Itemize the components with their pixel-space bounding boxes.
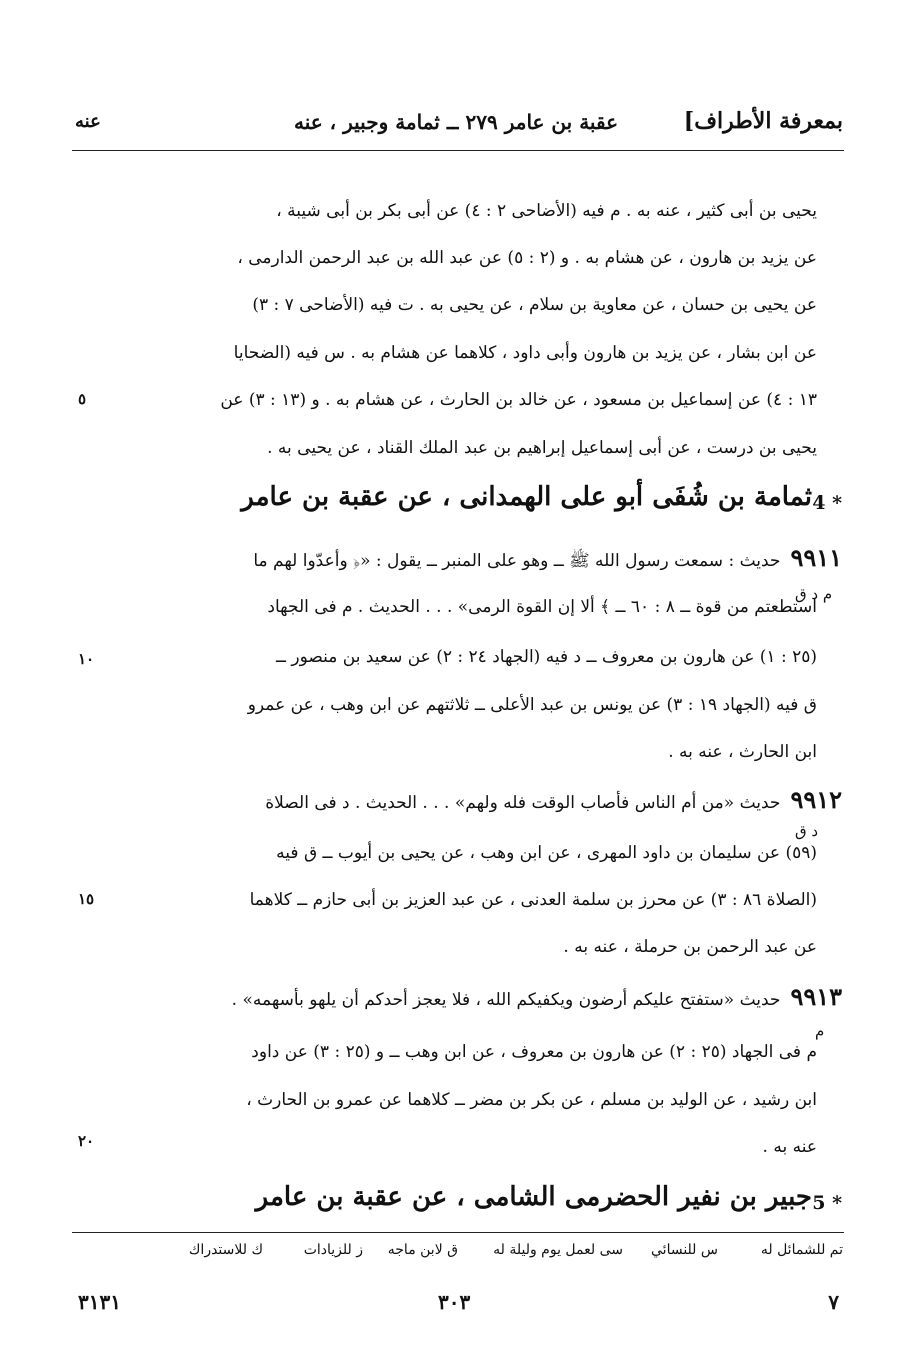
line-number-margin: ١٠ bbox=[78, 650, 95, 668]
section-5-heading: جبير بن نفير الحضرمى الشامى ، عن عقبة بن عامر bbox=[255, 1182, 812, 1212]
section-number bbox=[812, 1192, 842, 1214]
hadith-9911-line-1 bbox=[102, 543, 842, 576]
running-head-section: عقبة بن عامر ٢٧٩ ــ ثمامة وجبير ، عنه bbox=[294, 110, 618, 134]
key-item: ق لابن ماجه bbox=[387, 1242, 458, 1258]
hadith-number: ٩٩١٣ bbox=[790, 982, 842, 1011]
running-head-book-title: بمعرفة الأطراف] bbox=[683, 108, 843, 134]
volume-number: ٧ bbox=[828, 1290, 839, 1314]
hadith-number: ٩٩١١ bbox=[790, 543, 842, 572]
running-head-tail: عنه bbox=[75, 111, 101, 132]
text-line: (٥٩) عن سليمان بن داود المهرى ، عن ابن وهب ، عن يحيى بن أيوب ــ ق فيه bbox=[276, 843, 817, 863]
header-rule bbox=[72, 150, 844, 151]
key-item: سى لعمل يوم وليلة له bbox=[493, 1242, 623, 1258]
section-4-heading: ثمامة بن شُفَى أبو على الهمدانى ، عن عقبة بن عامر bbox=[241, 482, 812, 512]
key-item: ز للزيادات bbox=[303, 1242, 363, 1258]
text-line: م فى الجهاد (٢٥ : ٢) عن هارون بن معروف ، عن ابن وهب ــ و (٢٥ : ٣) عن داود bbox=[251, 1042, 817, 1062]
footer-rule bbox=[72, 1232, 844, 1233]
hadith-text: حديث «ستفتح عليكم أرضون ويكفيكم الله ، فلا يعجز أحدكم أن يلهو بأسهمه» . bbox=[231, 990, 781, 1010]
text-line: يحيى بن أبى كثير ، عنه به . م فيه (الأضاحى ٢ : ٤) عن أبى بكر بن أبى شيبة ، bbox=[276, 201, 817, 221]
line-number-margin: ٢٠ bbox=[78, 1132, 95, 1150]
text-line: عن يزيد بن هارون ، عن هشام به . و (٢ : ٥) عن عبد الله بن عبد الرحمن الدارمى ، bbox=[237, 248, 817, 268]
sigla-margin: م د ق bbox=[795, 585, 833, 603]
running-head bbox=[75, 108, 843, 144]
key-item: تم للشمائل له bbox=[760, 1242, 843, 1258]
text-line: ابن الحارث ، عنه به . bbox=[668, 742, 817, 762]
text-line: ق فيه (الجهاد ١٩ : ٣) عن يونس بن عبد الأعلى ــ ثلاثتهم عن ابن وهب ، عن عمرو bbox=[247, 695, 817, 715]
text-line: يحيى بن درست ، عن أبى إسماعيل إبراهيم بن عبد الملك القناد ، عن يحيى به . bbox=[267, 438, 817, 458]
text-line: عن ابن بشار ، عن يزيد بن هارون وأبى داود ، كلاهما عن هشام به . س فيه (الضحايا bbox=[233, 343, 817, 363]
text-line: (الصلاة ٨٦ : ٣) عن محرز بن سلمة العدنى ، عن عبد العزيز بن أبى حازم ــ كلاهما bbox=[249, 890, 817, 910]
key-item: ك للاستدراك bbox=[188, 1242, 263, 1258]
section-5-number: 5 bbox=[812, 1192, 826, 1214]
section-number bbox=[812, 492, 842, 514]
text-line: استطعتم من قوة ــ ٨ : ٦٠ ــ ﴾ ألا إن القوة الرمى» . . . الحديث . م فى الجهاد bbox=[267, 597, 817, 617]
sigla-margin: م bbox=[815, 1022, 825, 1040]
section-4-number: 4 bbox=[812, 492, 826, 514]
text-line: عن يحيى بن حسان ، عن معاوية بن سلام ، عن يحيى به . ت فيه (الأضاحى ٧ : ٣) bbox=[252, 295, 817, 315]
text-line: ابن رشيد ، عن الوليد بن مسلم ، عن بكر بن مضر ــ كلاهما عن عمرو بن الحارث ، bbox=[246, 1090, 817, 1110]
cumulative-number: ٣١٣١ bbox=[78, 1290, 121, 1314]
line-number-margin: ١٥ bbox=[78, 890, 95, 908]
sigla-margin: د ق bbox=[795, 822, 819, 840]
key-item: س للنسائي bbox=[651, 1242, 718, 1258]
text-line: عن عبد الرحمن بن حرملة ، عنه به . bbox=[563, 937, 817, 957]
hadith-number: ٩٩١٢ bbox=[790, 785, 842, 814]
hadith-text: حديث : سمعت رسول الله ﷺ ــ وهو على المنبر ــ يقول : «﴿ وأعدّوا لهم ما bbox=[253, 551, 781, 571]
hadith-9913-line-1 bbox=[102, 982, 842, 1015]
text-line: عنه به . bbox=[762, 1137, 817, 1157]
star-icon: * bbox=[832, 1192, 842, 1214]
hadith-text: حديث «من أم الناس فأصاب الوقت فله ولهم» . . . الحديث . د فى الصلاة bbox=[265, 793, 781, 813]
hadith-9912-line-1 bbox=[102, 785, 842, 818]
page-number: ٣٠٣ bbox=[438, 1290, 471, 1314]
text-line: ١٣ : ٤) عن إسماعيل بن مسعود ، عن خالد بن الحارث ، عن هشام به . و (١٣ : ٣) عن bbox=[220, 390, 817, 410]
star-icon: * bbox=[832, 492, 842, 514]
line-number-margin: ٥ bbox=[78, 390, 87, 408]
text-line: (٢٥ : ١) عن هارون بن معروف ــ د فيه (الجهاد ٢٤ : ٢) عن سعيد بن منصور ــ bbox=[276, 647, 817, 667]
